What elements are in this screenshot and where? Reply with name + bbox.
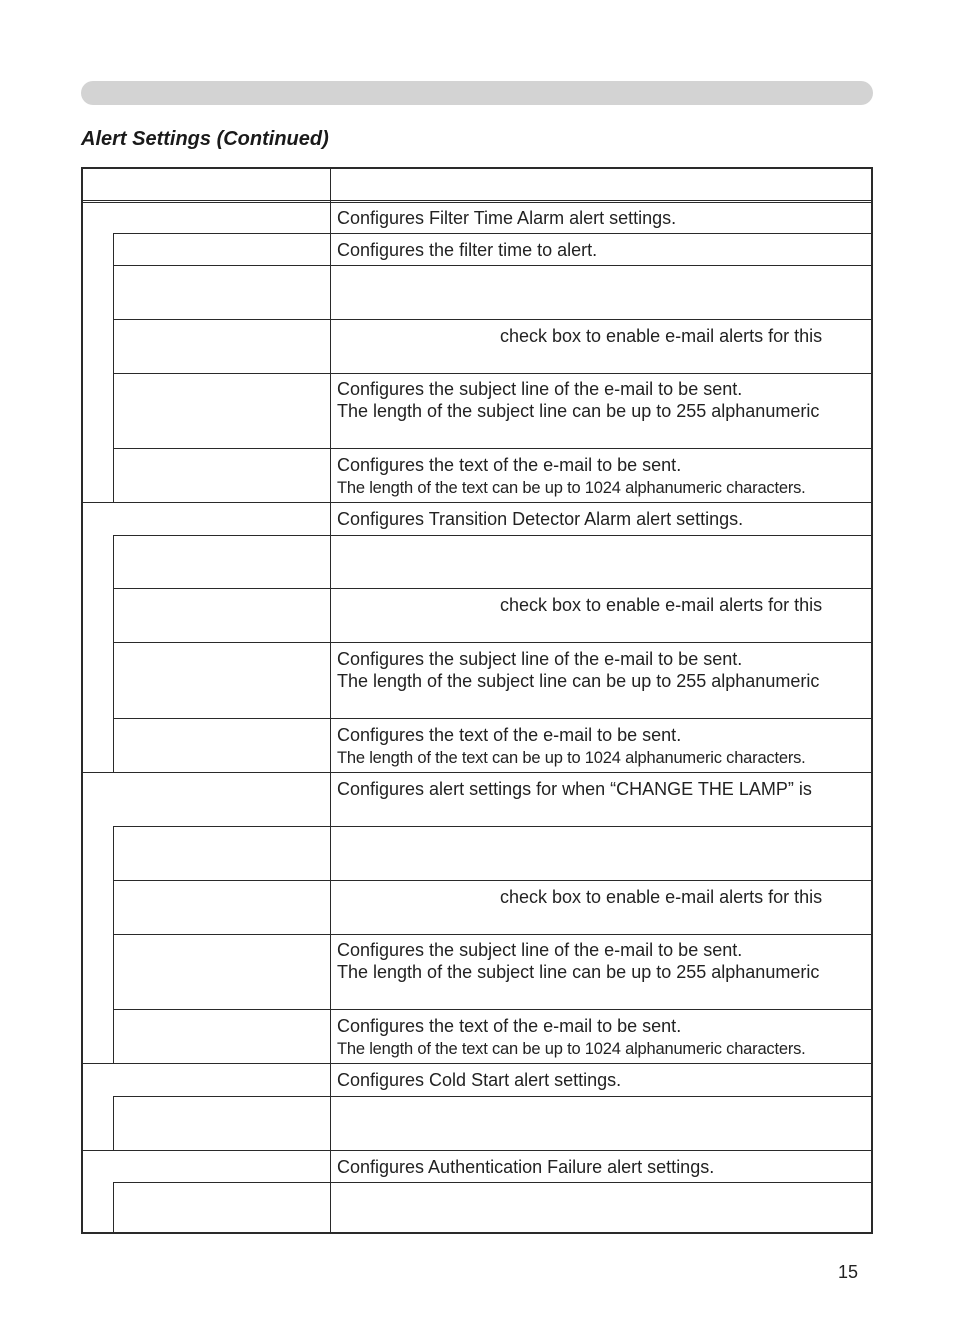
group-description: Configures Filter Time Alarm alert settings. xyxy=(337,208,677,228)
row-description: Configures the text of the e-mail to be sent. xyxy=(337,1016,682,1036)
indent-divider xyxy=(113,826,114,1063)
header-bar xyxy=(81,81,873,105)
group-description: Configures Authentication Failure alert settings. xyxy=(337,1157,715,1177)
section-title: Alert Settings (Continued) xyxy=(81,128,329,150)
row-note: The length of the subject line can be up to 255 alphanumeric xyxy=(337,401,820,421)
group-description: Configures alert settings for when “CHANGE THE LAMP” is xyxy=(337,779,812,799)
row-description: check box to enable e-mail alerts for this xyxy=(500,326,823,346)
row-description: check box to enable e-mail alerts for this xyxy=(500,595,823,615)
row-description: Configures the text of the e-mail to be sent. xyxy=(337,455,682,475)
row-description: Configures the subject line of the e-mail to be sent. xyxy=(337,379,743,399)
row-divider xyxy=(83,202,873,203)
subrow-divider xyxy=(113,1009,873,1010)
settings-table xyxy=(81,167,873,1234)
row-description: check box to enable e-mail alerts for this xyxy=(500,887,823,907)
page-number: 15 xyxy=(838,1262,859,1282)
row-note: The length of the text can be up to 1024 alphanumeric characters. xyxy=(337,479,806,497)
subrow-divider xyxy=(113,319,873,320)
subrow-divider xyxy=(113,265,873,266)
row-divider xyxy=(83,772,873,773)
row-note: The length of the subject line can be up to 255 alphanumeric xyxy=(337,962,820,982)
indent-divider xyxy=(113,1182,114,1234)
row-divider xyxy=(83,1150,873,1151)
row-description: Configures the subject line of the e-mail to be sent. xyxy=(337,940,743,960)
group-description: Configures Cold Start alert settings. xyxy=(337,1070,622,1090)
group-description: Configures Transition Detector Alarm alert settings. xyxy=(337,509,744,529)
row-divider xyxy=(83,1063,873,1064)
row-description: Configures the filter time to alert. xyxy=(337,240,598,260)
row-divider xyxy=(83,200,873,201)
subrow-divider xyxy=(113,233,873,234)
subrow-divider xyxy=(113,880,873,881)
row-note: The length of the text can be up to 1024 alphanumeric characters. xyxy=(337,1040,806,1058)
subrow-divider xyxy=(113,588,873,589)
subrow-divider xyxy=(113,373,873,374)
subrow-divider xyxy=(113,826,873,827)
subrow-divider xyxy=(113,448,873,449)
row-description: Configures the text of the e-mail to be sent. xyxy=(337,725,682,745)
row-divider xyxy=(83,502,873,503)
subrow-divider xyxy=(113,535,873,536)
subrow-divider xyxy=(113,718,873,719)
subrow-divider xyxy=(113,934,873,935)
row-note: The length of the text can be up to 1024 alphanumeric characters. xyxy=(337,749,806,767)
subrow-divider xyxy=(113,642,873,643)
indent-divider xyxy=(113,1096,114,1150)
indent-divider xyxy=(113,535,114,772)
row-description: Configures the subject line of the e-mail to be sent. xyxy=(337,649,743,669)
subrow-divider xyxy=(113,1182,873,1183)
row-note: The length of the subject line can be up to 255 alphanumeric xyxy=(337,671,820,691)
column-divider xyxy=(330,169,331,1232)
indent-divider xyxy=(113,233,114,503)
subrow-divider xyxy=(113,1096,873,1097)
